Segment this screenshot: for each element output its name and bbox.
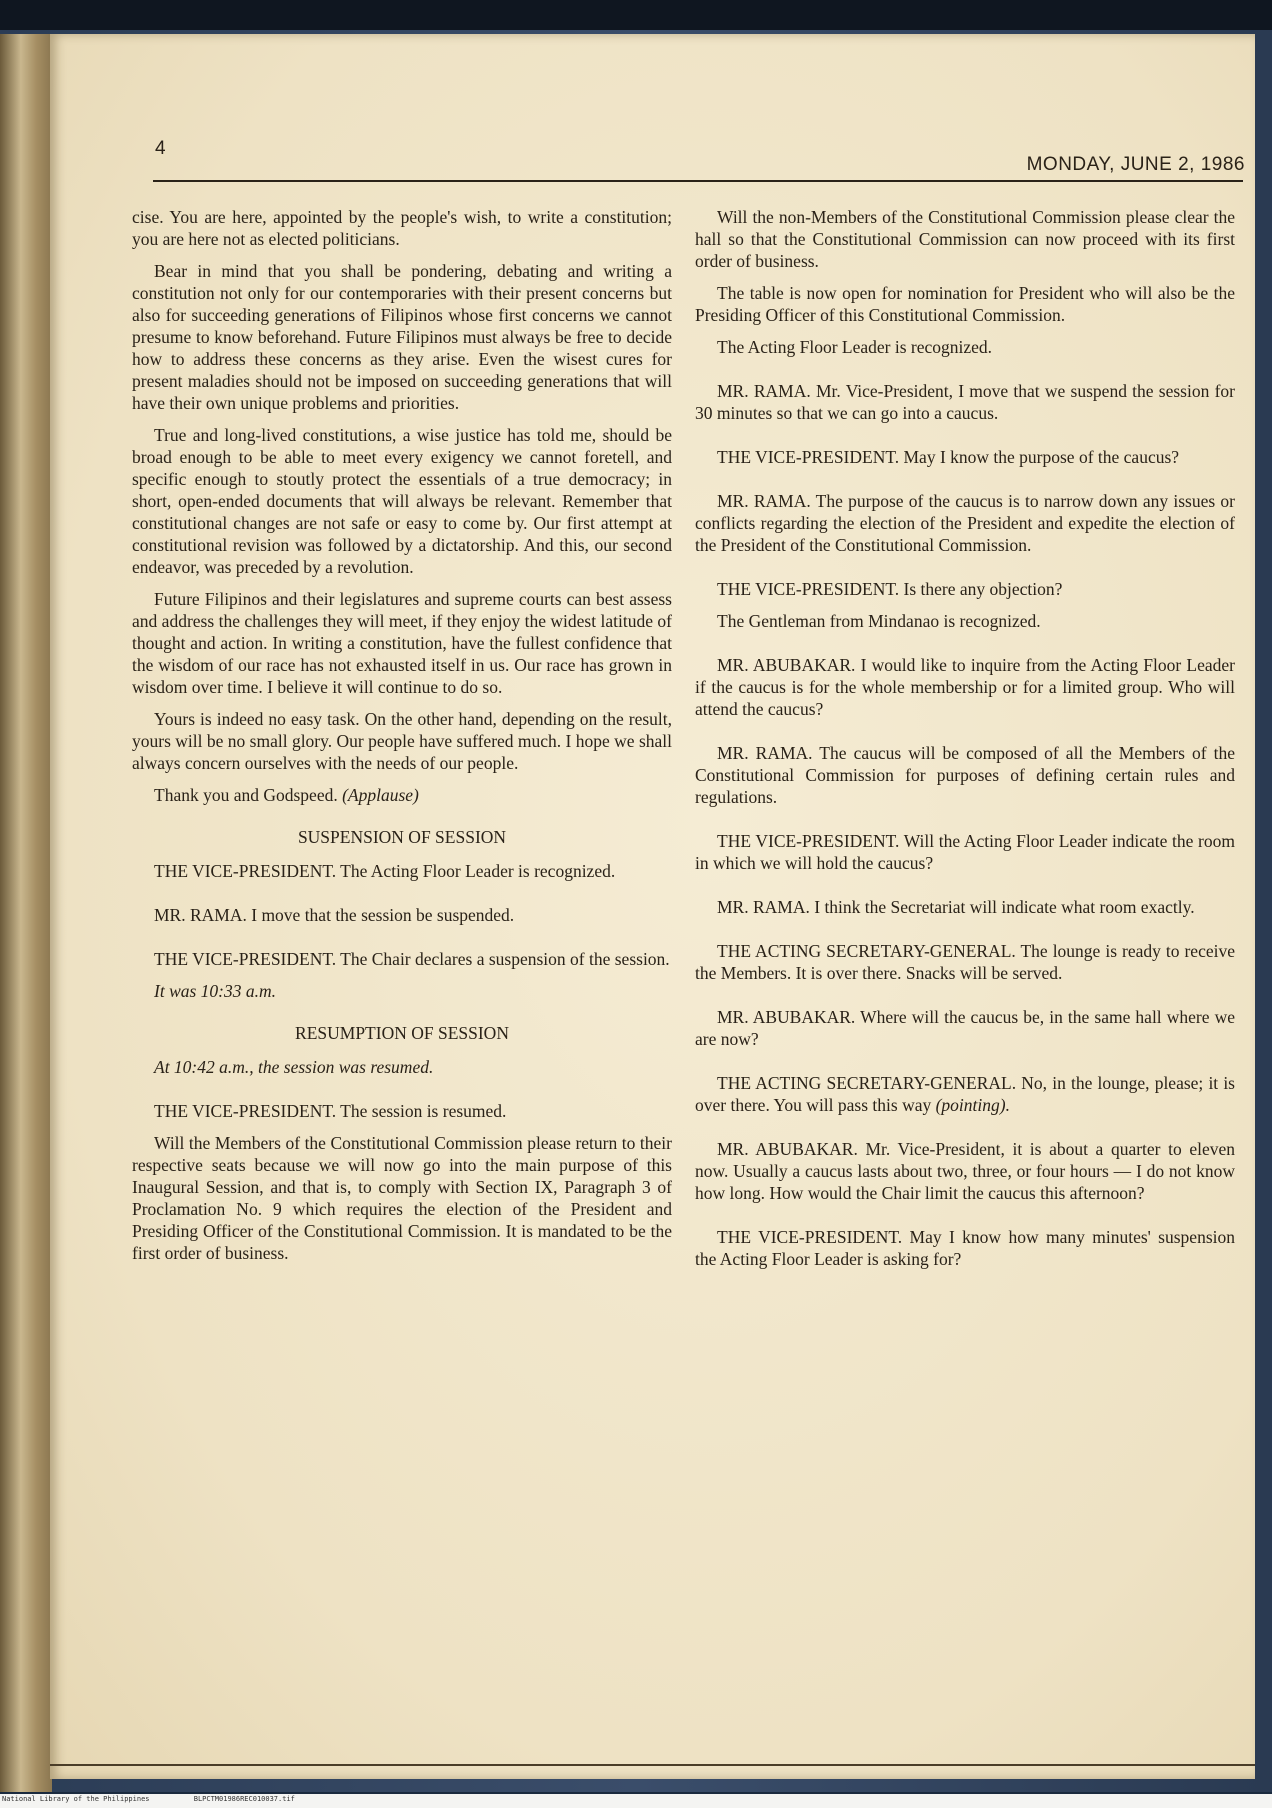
paragraph: THE ACTING SECRETARY-GENERAL. The lounge is ready to receive the Members. It is over there. Snacks will be served. [695,941,1235,983]
paragraph: Will the Members of the Constitutional Commission please return to their respective seats because we will now go into the main purpose of this Inaugural Session, and that is, to comply with Section IX, Paragraph 3 of Proclamation No. 9 which requires the election of the President and Presiding Officer of the Constitutional Commission. It is mandated to be the first order of business. [132,1133,672,1263]
page-number: 4 [155,138,166,159]
paragraph [695,1072,1235,1116]
paragraph: The Gentleman from Mindanao is recognized. [717,611,1041,631]
paragraph: THE VICE-PRESIDENT. Will the Acting Floor Leader indicate the room in which we will hold the caucus? [695,831,1235,873]
paragraph: The Acting Floor Leader is recognized. [717,337,993,357]
applause-note: (Applause) [342,785,419,805]
paragraph: cise. You are here, appointed by the people's wish, to write a constitution; you are here not as elected politicians. [132,207,672,249]
section-heading: RESUMPTION OF SESSION [295,1023,509,1043]
paragraph: Yours is indeed no easy task. On the other hand, depending on the result, yours will be no small glory. Our people have suffered much. I hope we shall always concern ourselves with the needs of our people. [132,709,672,773]
paragraph: MR. RAMA. I think the Secretariat will indicate what room exactly. [717,897,1195,917]
paragraph-text: Thank you and Godspeed. [154,785,338,805]
document-page [50,34,1255,1779]
scan-top-edge [0,0,1272,34]
book-binding [0,34,52,1792]
scan-footer-text [2,1795,335,1803]
paragraph: MR. RAMA. The purpose of the caucus is to narrow down any issues or conflicts regarding the election of the President and expedite the election of the President of the Constitutional Commission. [695,491,1235,555]
paragraph: THE VICE-PRESIDENT. The Acting Floor Leader is recognized. [154,861,616,881]
paragraph: The table is now open for nomination for President who will also be the Presiding Officer of this Constitutional Commission. [695,283,1235,325]
footer-file: BLPCTM01986REC010037.tif [193,1795,295,1803]
paragraph: THE VICE-PRESIDENT. May I know how many minutes' suspension the Acting Floor Leader is asking for? [695,1227,1235,1269]
paragraph: Future Filipinos and their legislatures and supreme courts can best assess and address the challenges they will meet, if they enjoy the widest latitude of thought and action. In writing a constitution, have the fullest confidence that the wisdom of our race has not exhausted itself in us. Our race has grown in wisdom over time. I believe it will continue to do so. [132,589,672,697]
paragraph: MR. RAMA. I move that the session be suspended. [154,905,515,925]
bottom-rule [50,1764,1255,1766]
paragraph: MR. RAMA. Mr. Vice-President, I move that we suspend the session for 30 minutes so that we can go into a caucus. [695,381,1235,423]
section-heading: SUSPENSION OF SESSION [297,827,507,847]
paragraph: MR. ABUBAKAR. Where will the caucus be, in the same hall where we are now? [695,1007,1235,1049]
page-date: MONDAY, JUNE 2, 1986 [1026,154,1245,175]
paragraph: MR. ABUBAKAR. I would like to inquire from the Acting Floor Leader if the caucus is for the whole membership or for a limited group. Who will attend the caucus? [695,655,1235,719]
paragraph: THE VICE-PRESIDENT. The session is resumed. [154,1101,507,1121]
paragraph: Bear in mind that you shall be pondering, debating and writing a constitution not only for our contemporaries with their present concerns but also for succeeding generations of Filipinos whose first concerns we cannot presume to know beforehand. Future Filipinos must always be free to decide how to address these concerns as they arise. Even the wisest cures for present maladies should not be imposed on succeeding generations that will have their own unique problems and priorities. [132,261,672,413]
right-column [695,206,1235,1280]
paragraph [132,784,672,806]
paragraph: Will the non-Members of the Constitutional Commission please clear the hall so that the Constitutional Commission can now proceed with its first order of business. [695,207,1235,271]
paragraph: THE VICE-PRESIDENT. Is there any objection? [717,579,1063,599]
pointing-note: (pointing). [935,1095,1010,1115]
paragraph-text: THE ACTING SECRETARY-GENERAL. No, in the lounge, please; it is over there. You will pass this way [695,1073,1235,1115]
footer-source: National Library of the Philippines [2,1795,150,1803]
time-note: It was 10:33 a.m. [154,981,277,1001]
paragraph: THE VICE-PRESIDENT. The Chair declares a suspension of the session. [154,949,670,969]
paragraph: MR. RAMA. The caucus will be composed of all the Members of the Constitutional Commission for purposes of defining certain rules and regulations. [695,743,1235,807]
paragraph: MR. ABUBAKAR. Mr. Vice-President, it is about a quarter to eleven now. Usually a caucus lasts about two, three, or four hours — I do not know how long. How would the Chair limit the caucus this afternoon? [695,1139,1235,1203]
left-column [132,206,672,1274]
time-note: At 10:42 a.m., the session was resumed. [154,1057,434,1077]
paragraph: THE VICE-PRESIDENT. May I know the purpose of the caucus? [717,447,1180,467]
paragraph: True and long-lived constitutions, a wise justice has told me, should be broad enough to be able to meet every exigency we cannot foretell, and specific enough to stoutly protect the essentials of a true democracy; in short, open-ended documents that will always be relevant. Remember that constitutional changes are not safe or easy to come by. Our first attempt at constitutional revision was followed by a dictatorship. And this, our second endeavor, was preceded by a revolution. [132,425,672,577]
header-rule [153,180,1243,182]
